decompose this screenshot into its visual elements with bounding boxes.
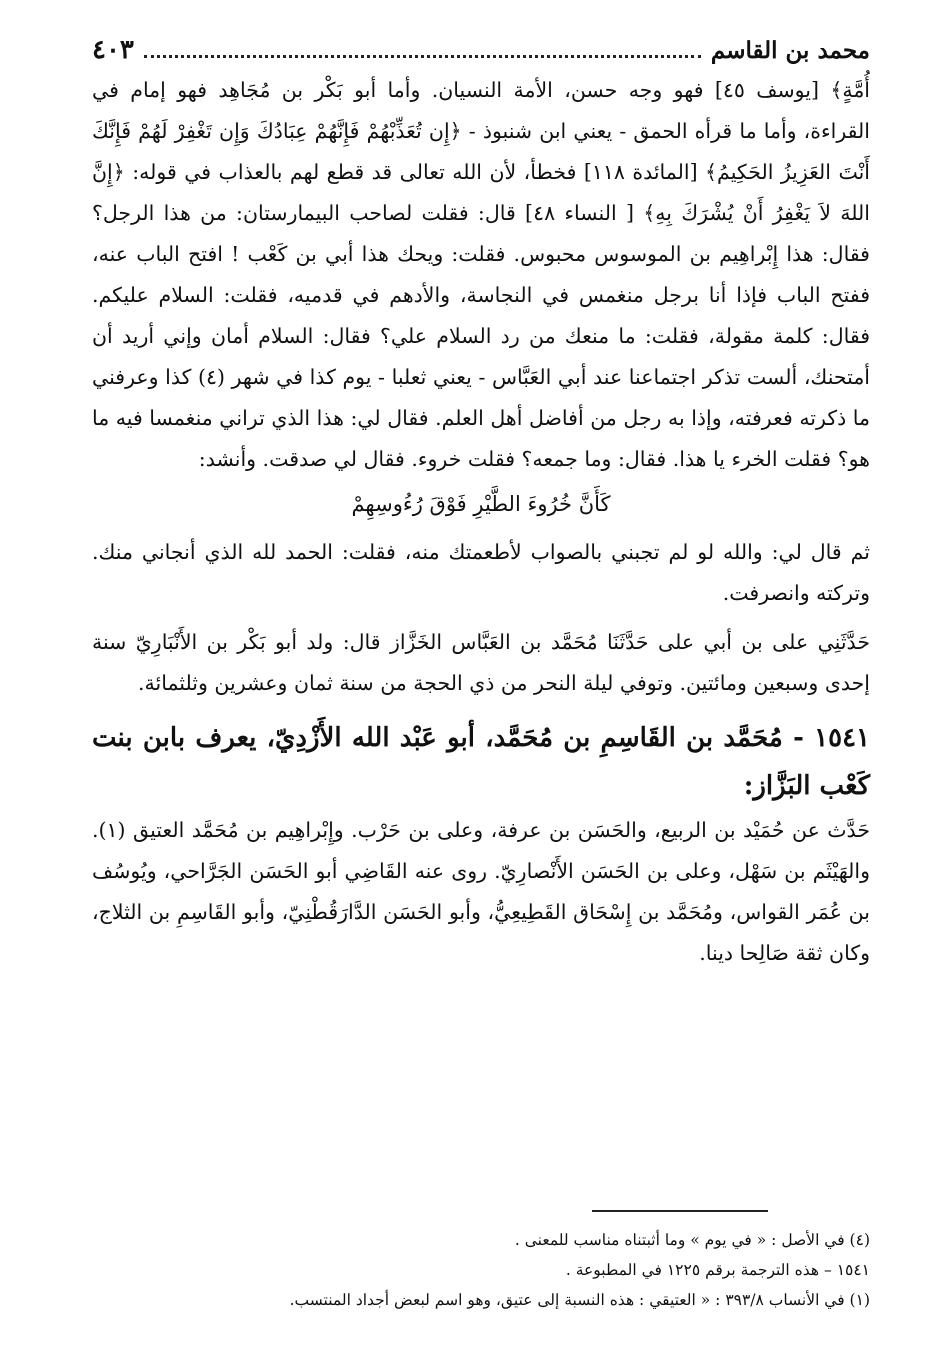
page-number: ٤٠٣ [92,35,134,65]
paragraph-1: أُمَّةٍ﴾ [يوسف ٤٥] فهو وجه حسن، الأمة النسيان. وأما أبو بَكْر بن مُجَاهِد فهو إمام في القراءة، وأما ما قرأه الحمق - يعني ابن شنبوذ - ﴿إِن تُعَذِّبْهُمْ فَإِنَّهُمْ عِبَادُكَ وَإِن تَغْفِرْ لَهُمْ فَإِنَّكَ أَنْتَ العَزِيزُ الحَكِيمُ﴾ [المائدة ١١٨] فخطأ، لأن الله تعالى قد قطع لهم بالعذاب في قوله: ﴿إِنَّ اللهَ لاَ يَغْفِرُ أَنْ يُشْرَكَ بِهِ﴾ [ النساء ٤٨] قال: فقلت لصاحب البيمارستان: من هذا الرجل؟ فقال: هذا إِبْراهِيم بن الموسوس محبوس. فقلت: ويحك هذا أبي بن كَعْب ! افتح الباب عنه، ففتح الباب فإذا أنا برجل منغمس في النجاسة، والأدهم في قدميه، فقلت: السلام عليكم. فقال: كلمة مقولة، فقلت: ما منعك من رد السلام علي؟ فقال: السلام أمان وإني أريد أن أمتحنك، ألست تذكر اجتماعنا عند أبي العَبَّاس - يعني ثعلبا - يوم كذا في شهر (٤) كذا وعرفني ما ذكرته فعرفته، وإذا به رجل من أفاضل أهل العلم. فقال لي: هذا الذي تراني منغمسا فيه ما هو؟ فقلت الخرء يا هذا. فقال: وما جمعه؟ فقلت خروء. فقال لي صدقت. وأنشد: [92,78,871,471]
paragraph-2: ثم قال لي: والله لو لم تجبني بالصواب لأطعمتك منه، فقلت: الحمد لله الذي أنجاني منك. وتركته وانصرفت. [92,540,870,605]
footnote-1: (١) في الأنساب ٣٩٣/٨ : « العتيقي : هذه النسبة إلى عتيق، وهو اسم لبعض أجداد المنتسب. [289,1291,870,1309]
dotted-leader [144,55,701,58]
poem-verse: كَأَنَّ خُرُوءَ الطَّيْرِ فَوْقَ رُءُوسِهِمْ [351,492,611,516]
footnotes [70,1225,870,1315]
footnote-1541: ١٥٤١ – هذه الترجمة برقم ١٢٢٥ في المطبوعة . [565,1261,870,1279]
entry-heading: ١٥٤١ - مُحَمَّد بن القَاسِمِ بن مُحَمَّد، أبو عَبْد الله الأَزْدِيّ، يعرف بابن بنت كَعْب البَزَّاز: [92,723,870,801]
page-header [92,30,870,70]
footnote-divider [592,1210,768,1212]
running-head: محمد بن القاسم [710,36,870,64]
main-text [92,70,870,974]
paragraph-3: حَدَّثَنِي على بن أبي على حَدَّثَنَا مُحَمَّد بن العَبَّاس الخَزَّاز قال: ولد أبو بَكْر بن الأَنْبَارِيّ سنة إحدى وسبعين ومائتين. وتوفي ليلة النحر من ذي الحجة من سنة ثمان وعشرين وثلثمائة. [92,630,870,695]
footnote-4: (٤) في الأصل : « في يوم » وما أثبتناه مناسب للمعنى . [514,1231,870,1249]
paragraph-4: حَدَّث عن حُمَيْد بن الربيع، والحَسَن بن عرفة، وعلى بن حَرْب. وإِبْراهِيم بن مُحَمَّد العتيق (١). والهَيْثَم بن سَهْل، وعلى بن الحَسَن الأَنْصارِيّ. روى عنه القَاضِي أبو الحَسَن الجَرَّاحي، ويُوسُف بن عُمَر القواس، ومُحَمَّد بن إِسْحَاق القَطِيعِيُّ، وأبو الحَسَن الدَّارَقُطْنِيّ، وأبو القَاسِمِ بن الثلاج، وكان ثقة صَالِحا دينا. [92,818,870,965]
